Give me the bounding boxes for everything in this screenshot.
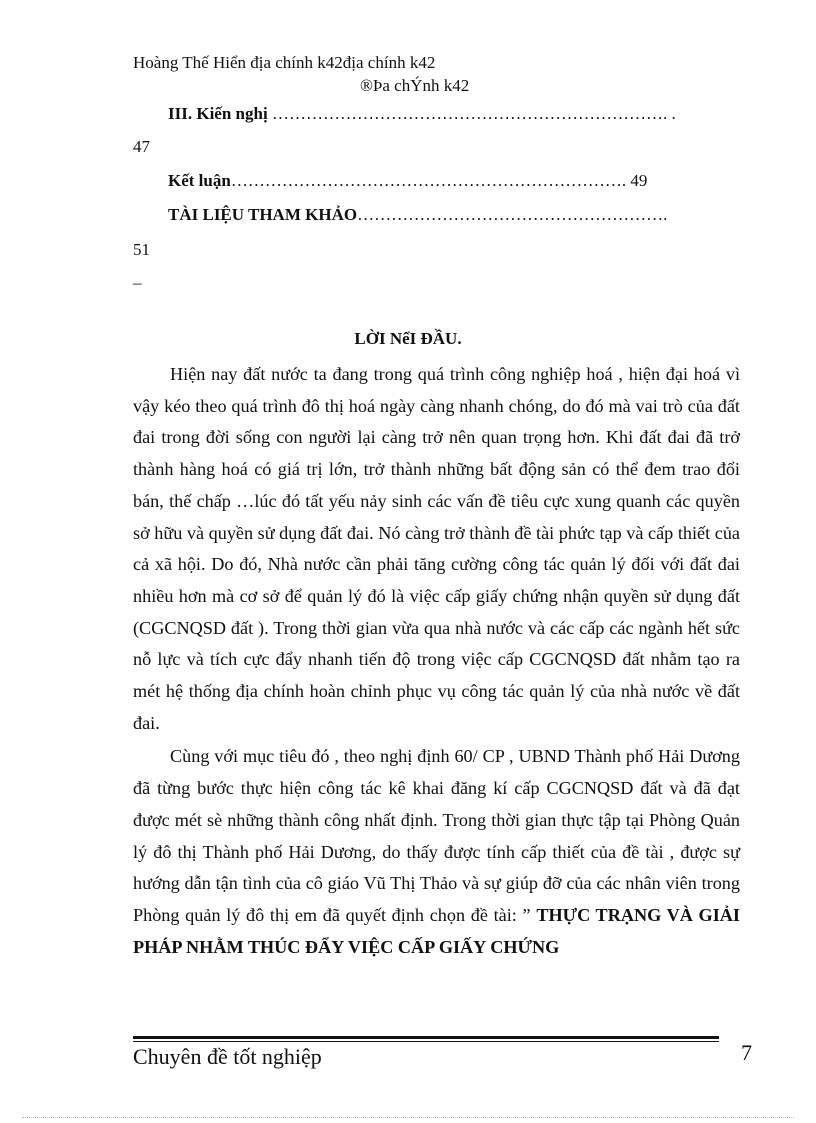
toc-leader: ……………………………………………….: [357, 205, 668, 224]
toc-dash: –: [133, 273, 142, 292]
toc-item-label: Kết luận: [168, 171, 231, 190]
section-title: LỜI NểI ĐẦU.: [354, 329, 462, 348]
body-text: [133, 359, 740, 963]
toc-leader: ……………………………………………………………. .: [271, 104, 676, 123]
toc-item-kien-nghi: [168, 104, 676, 124]
paragraph: [133, 741, 740, 963]
footer-divider: [133, 1036, 719, 1039]
paragraph-text: Cùng với mục tiêu đó , theo nghị định 60/ CP , UBND Thành phố Hải Dương đã từng bước thực hiện công tác kê khai đăng kí cấp CGCNQSD đất và đã đạt được mét sè những thành công nhất định. Trong thời gian thực tập tại Phòng Quản lý đô thị Thành phố Hải Dương, do thấy được tính cấp thiết của đề tài , được sự hướng dẫn tận tình của cô giáo Vũ Thị Thảo và sự giúp đỡ của các nhân viên trong Phòng quản lý đô thị em đã quyết định chọn đề tài: ”: [133, 746, 740, 925]
footer-title: Chuyên đề tốt nghiệp: [133, 1044, 322, 1069]
paragraph: Hiện nay đất nước ta đang trong quá trình công nghiệp hoá , hiện đại hoá vì vậy kéo theo quá trình đô thị hoá ngày càng nhanh chóng, do đó mà vai trò của đất đai trong đời sống con người lại càng trở nên quan trọng hơn. Khi đất đai đã trở thành hàng hoá có giá trị lớn, trở thành những bất động sản có thể đem trao đổi bán, thế chấp …lúc đó tất yếu nảy sinh các vấn đề tiêu cực xung quanh các quyền sở hữu và quyền sử dụng đất đai. Nó càng trở thành đề tài phức tạp và cấp thiết của cả xã hội. Do đó, Nhà nước cần phải tăng cường công tác quản lý đối với đất đai nhiều hơn mà cơ sở để quản lý đó là việc cấp giấy chứng nhận quyền sử dụng đất (CGCNQSD đất ). Trong thời gian vừa qua nhà nước và các cấp các ngành hết sức nỗ lực và tích cực đẩy nhanh tiến độ trong việc cấp CGCNQSD đất nhằm tạo ra mét hệ thống địa chính hoàn chỉnh phục vụ công tác quản lý của nhà nước về đất đai.: [133, 364, 740, 733]
toc-page-number: 49: [630, 171, 648, 190]
toc-item-label: III. Kiến nghị: [168, 104, 268, 123]
toc-item-tai-lieu: [168, 205, 667, 225]
header-line-1: Hoàng Thế Hiển địa chính k42địa chính k42: [133, 53, 436, 72]
toc-item-ket-luan: [168, 171, 647, 191]
toc-leader: …………………………………………………………….: [230, 171, 627, 190]
page-edge-dots: [22, 1117, 794, 1118]
thesis-title: THỰC TRẠNG VÀ GIẢI PHÁP NHẰM THÚC ĐẨY VIỆC CẤP GIẤY CHỨNG: [133, 904, 740, 957]
header-line-2: ®Þa chÝnh k42: [360, 76, 470, 95]
toc-page-number: 51: [133, 240, 150, 259]
toc-page-number: 47: [133, 137, 150, 156]
page-number: 7: [741, 1040, 752, 1065]
toc-item-label: TÀI LIỆU THAM KHẢO: [168, 205, 358, 224]
footer-divider: [133, 1041, 719, 1042]
